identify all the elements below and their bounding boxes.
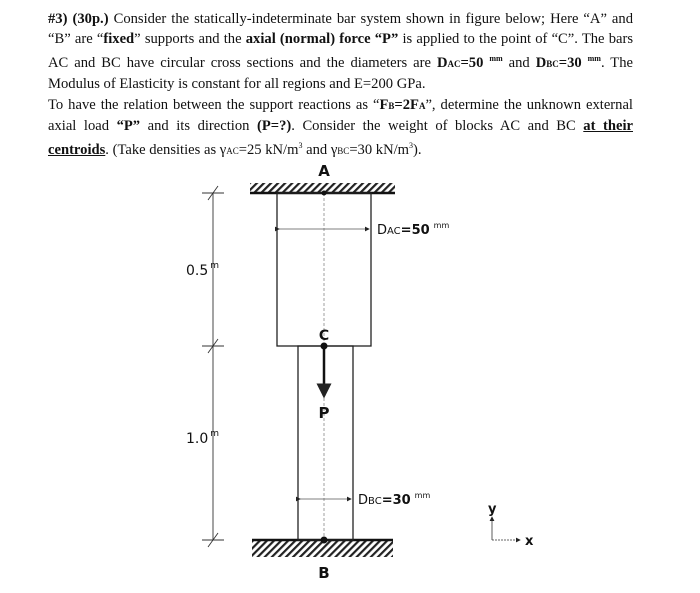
t: mm	[414, 491, 431, 500]
t: D	[358, 493, 369, 508]
text: =25 kN/m	[238, 141, 299, 158]
label-c: C	[318, 328, 330, 344]
t: BC	[368, 496, 382, 507]
axis-x-label: x	[525, 534, 534, 549]
t: mm	[587, 54, 601, 63]
t: B	[388, 101, 395, 111]
t: 3	[409, 141, 414, 150]
t: F	[379, 97, 389, 113]
text: Consider the statically-indeterminate bar system shown in figure below; Here “A” and “B” are “	[48, 11, 633, 47]
problem-points: (30p.)	[72, 11, 109, 27]
label-p: P	[318, 404, 330, 422]
dbc-label	[358, 491, 430, 508]
t: D	[535, 54, 547, 71]
label-a: A	[318, 162, 330, 180]
t: AC	[226, 145, 239, 156]
t: =30	[558, 54, 588, 71]
text: ).	[413, 141, 422, 158]
text: =30 kN/m	[349, 141, 410, 158]
axis-y-label: y	[488, 502, 497, 517]
dac-label	[377, 221, 449, 238]
t: D	[436, 54, 448, 71]
text-bold: “P”	[116, 118, 141, 134]
t: m	[210, 261, 220, 271]
t: BC	[337, 145, 350, 156]
text-underlined: at their centroids	[48, 118, 633, 158]
t: 3	[298, 141, 303, 150]
t: AC	[447, 58, 461, 69]
text-bold: (P=?)	[257, 118, 292, 134]
t: =30	[381, 493, 411, 508]
length-dimension	[202, 186, 224, 547]
text: and γ	[302, 141, 338, 158]
bar-bc	[298, 346, 353, 540]
t: =50	[460, 54, 490, 71]
t: AC	[387, 226, 401, 237]
t: mm	[433, 221, 450, 230]
text: and its direction	[140, 118, 257, 134]
t: 0.5	[186, 263, 209, 279]
text: To have the relation between the support reactions as “	[48, 97, 380, 113]
t: =2F	[394, 97, 419, 113]
t: mm	[489, 54, 503, 63]
text-bold: axial (normal) force “P”	[245, 31, 399, 47]
text: ”, determine the unknown external axial load	[48, 97, 633, 134]
t: m	[210, 429, 220, 439]
text: . The Modulus of Elasticity is constant for all regions and E=200 GPa.	[48, 54, 633, 92]
t: A	[418, 101, 426, 111]
t: D	[377, 223, 388, 238]
text: and	[502, 54, 536, 71]
length-ac	[186, 261, 219, 279]
problem-number: #3)	[48, 11, 68, 27]
text: ” supports and the	[134, 31, 246, 47]
text: . (Take densities as γ	[105, 141, 227, 158]
text-bold: fixed	[103, 31, 135, 47]
text: . Consider the weight of blocks AC and BC	[291, 118, 584, 134]
t: =50	[400, 223, 430, 238]
length-bc	[186, 429, 219, 447]
label-b: B	[318, 564, 330, 582]
text: is applied to the point of “C”. The bars AC and BC have circular cross sections and the diameters are	[48, 31, 634, 71]
coordinate-axes	[488, 502, 534, 549]
t: 1.0	[186, 431, 209, 447]
t: BC	[546, 58, 559, 69]
